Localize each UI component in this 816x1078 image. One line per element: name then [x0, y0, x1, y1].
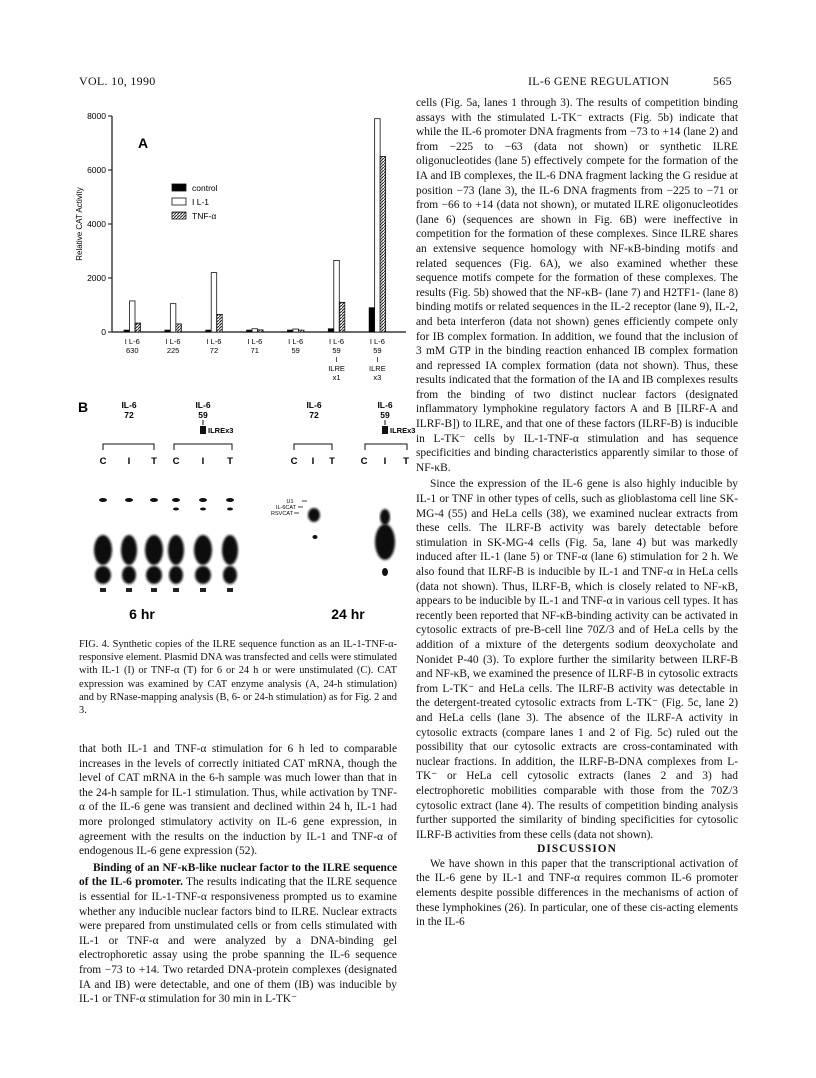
legend-label: I L-1: [192, 197, 210, 207]
left-column-text: [79, 742, 397, 1007]
x-tick-label: I L-6: [288, 337, 304, 346]
time-label: 6 hr: [129, 606, 155, 622]
gel-band-lower: [223, 566, 237, 584]
bar-0-2: [206, 330, 212, 332]
bar-2-0: [135, 323, 141, 332]
paragraph: [79, 861, 397, 1007]
lane-label: T: [151, 456, 157, 467]
paragraph: that both IL-1 and TNF-α stimulation for 6 h led to comparable increases in the levels of correctly initiated CAT mRNA, though the level of CAT mRNA in the 6-h sample was much lower than that in the 24-h sample for IL-1 stimulation. Thus, while activation by TNF-α of the IL-6 gene was transient and declined within 24 h, IL-1 had more prolonged stimulatory activity on IL-6 gene expression, in agreement with the results on the induction by IL-1 and TNF-α of endogenous IL-6 gene expression (52).: [79, 743, 397, 858]
gel-band-dot: [126, 588, 132, 592]
x-tick-label: 59: [332, 346, 341, 355]
bar-1-0: [130, 301, 136, 332]
x-tick-label: x1: [332, 373, 341, 382]
ilre-box: [200, 426, 206, 434]
x-tick-label: 59: [373, 346, 382, 355]
bar-2-2: [217, 314, 223, 332]
ilre-label: ILREx3: [208, 426, 234, 435]
x-tick-label: ILRE: [328, 364, 345, 373]
gel-band-rsvcat: [145, 535, 163, 565]
bar-0-6: [369, 308, 375, 332]
lane-bracket: [103, 444, 154, 450]
lane-bracket: [294, 444, 332, 450]
gel-band-u1: [226, 498, 234, 502]
bar-1-4: [293, 329, 299, 332]
band-label: IL-6CAT: [275, 505, 297, 511]
legend-label: control: [192, 183, 218, 193]
gel-band-rsvcat: [121, 535, 137, 565]
lane-label: C: [172, 456, 180, 467]
time-label: 24 hr: [331, 606, 365, 622]
bar-0-3: [247, 330, 253, 332]
bar-1-6: [375, 119, 381, 332]
lane-label: T: [403, 456, 409, 467]
bar-2-1: [176, 324, 182, 332]
band-label: RSVCAT: [271, 511, 293, 517]
lane-label: I: [311, 456, 315, 467]
legend-swatch: [172, 212, 186, 219]
x-tick-label: I L-6: [165, 337, 181, 346]
panel-label: A: [138, 135, 149, 151]
gel-band-il6cat: [227, 508, 233, 511]
x-tick-label: 59: [291, 346, 300, 355]
gel-band-rsvcat: [94, 535, 112, 565]
lane-bracket: [174, 444, 232, 450]
lane-label: C: [99, 456, 107, 467]
construct-label: IL-6: [121, 400, 137, 410]
paragraph: We have shown in this paper that the transcriptional activation of the IL-6 gene by IL-1 and TNF-α requires common IL-6 promoter elements despite possible differences in the mechanisms of action of these lymphokines (26). In particular, one of these cis-acting elements in the IL-6: [416, 857, 738, 929]
y-tick-label: 8000: [87, 111, 106, 121]
x-tick-label: I L-6: [247, 337, 263, 346]
journal-volume: VOL. 10, 1990: [79, 74, 156, 88]
bar-0-4: [287, 330, 293, 332]
x-tick-label: 225: [166, 346, 180, 355]
x-tick-label: I L-6: [369, 337, 385, 346]
gel-band-dot: [200, 588, 206, 592]
gel-band-rsvcat: [194, 535, 212, 565]
x-tick-label: I: [335, 355, 338, 364]
x-tick-label: I L-6: [124, 337, 140, 346]
lane-label: I: [201, 456, 205, 467]
construct-label: 59: [380, 410, 390, 420]
gel-band-lower: [146, 566, 162, 584]
x-tick-label: x3: [373, 373, 382, 382]
gel-band-u1: [172, 498, 180, 502]
gel-band-24hr: [375, 524, 395, 560]
bar-2-5: [339, 302, 345, 332]
bar-1-5: [334, 260, 340, 332]
bar-2-4: [298, 330, 304, 332]
y-axis-label: Relative CAT Activity: [75, 187, 84, 261]
figure-4a-bar-chart: [72, 104, 412, 394]
lane-label: C: [360, 456, 368, 467]
gel-band-dot: [227, 588, 233, 592]
gel-band-u1: [99, 498, 107, 502]
paragraph: Since the expression of the IL-6 gene is also highly inducible by IL-1 or TNF in other types of cells, such as glioblastoma cell line SK-MG-4 (55) and HeLa cells (38), we examined nuclear extracts from these cells. The ILRF-B activity was barely detectable before stimulation in SK-MG-4 cells (Fig. 5a, lane 4) but was markedly induced after IL-1 (lane 5) or TNF-α (lane 6) stimulation for 2 h. We also found that ILRF-B is inducible by IL-1 and TNF-α in HeLa cells (data not shown). Thus, ILRF-B, which is closely related to NF-κB, appears to be inducible by IL-1 and TNF-α in various cell types. It has recently been reported that NF-κB-binding activity can be activated in cytosolic extracts of pre-B-cell line 70Z/3 and of HeLa cells by the addition of a mixture of the detergents sodium deoxycholate and Nonidet P-40 (3). To explore further the similarity between ILRF-B and NF-κB, we examined the presence of ILRF-B in cytosolic extracts from L-TK⁻ and HeLa cells. The ILRF-B activity was detectable in the detergent-treated cytosolic extracts from L-TK⁻ (Fig. 5c, lane 2) and HeLa cells (lane 3). The absence of the ILRF-A activity in cytosolic extracts (compare lanes 1 and 2 of Fig. 5c) ruled out the possibility that our cytosolic extracts are cross-contaminated with nuclear fractions. In addition, the ILRF-B-DNA complexes from L-TK⁻ or HeLa cell cytosolic extracts (lanes 2 and 3) had electrophoretic mobilities comparable with those from the 70Z/3 cytosolic extract (lane 4). The results of competition binding analysis further supported the similarity of binding specificities for cytosolic ILRF-B activities from these cells (data not shown).: [416, 478, 738, 841]
construct-label: IL-6: [195, 400, 211, 410]
bar-2-3: [258, 330, 264, 332]
construct-label: 59: [198, 410, 208, 420]
bar-2-6: [380, 157, 386, 333]
lane-label: T: [329, 456, 335, 467]
running-title: IL-6 GENE REGULATION: [528, 74, 670, 88]
x-tick-label: I L-6: [206, 337, 222, 346]
gel-band-24hr: [308, 508, 320, 522]
x-tick-label: 71: [250, 346, 259, 355]
section-heading-inline: Binding of an NF-κB-like nuclear factor to the ILRE sequence of the IL-6 promoter.: [79, 861, 397, 889]
section-heading: DISCUSSION: [537, 843, 617, 856]
gel-band-dot: [100, 588, 106, 592]
x-tick-label: 630: [125, 346, 139, 355]
gel-band-il6cat: [200, 508, 206, 511]
bar-0-1: [165, 330, 171, 332]
construct-label: 72: [309, 410, 319, 420]
panel-label: B: [78, 399, 89, 415]
bar-1-1: [170, 304, 176, 332]
y-tick-label: 0: [101, 327, 106, 337]
y-tick-label: 2000: [87, 273, 106, 283]
ilre-box: [382, 426, 388, 434]
gel-band-rsvcat: [168, 535, 184, 565]
figure-4b-rnase-mapping-gel: [72, 392, 416, 632]
x-tick-label: I L-6: [329, 337, 345, 346]
gel-band-dot: [173, 588, 179, 592]
figure-caption: FIG. 4. Synthetic copies of the ILRE sequence function as an IL-1-TNF-α-responsive element. Plasmid DNA was transfected and cells were stimulated with IL-1 (I) or TNF-α (T) for 6 or 24 h or were unstimulated (C). CAT expression was examined by CAT enzyme analysis (A, 24-h stimulation) and by RNase-mapping analysis (B, 6- or 24-h stimulation) as for Fig. 2 and 3.: [79, 639, 397, 717]
right-column-text: [416, 96, 738, 930]
paragraph: cells (Fig. 5a, lanes 1 through 3). The results of competition binding assays with the stimulated L-TK⁻ extracts (Fig. 5b) indicate that while the IL-6 promoter DNA fragments from −73 to +14 (lane 2) and from −225 to −63 (data not shown) or synthetic ILRE oligonucleotides (lane 5) effectively compete for the formation of the IA and IB complexes, the IL-6 DNA fragment lacking the G residue at position −73 (lane 3), the IL-6 DNA fragments from −225 to −71 or from −66 to +14 (data not shown), or mutated ILRE oligonucleotides (lane 6) (sequences are shown in Fig. 6B) were ineffective in competition for the formation of these complexes. Since ILRE shares an extensive sequence homology with NF-κB-binding motifs and related sequences (Fig. 6A), we also examined whether these sequence motifs compete for the formation of these complexes. The results (Fig. 5b) showed that the NF-κB- (lane 7) and H2TF1- (lane 8) binding motifs or related sequences in the IL-2 receptor (lane 9), IL-2, and beta interferon (data not shown) genes efficiently compete only for IB complex formation. In addition, we found that the inclusion of 3 mM GTP in the binding reaction enhanced IB complex formation and repressed IA complex formation (data not shown). Thus, these results indicated that the formation of the IA and IB complexes results from the binding of two distinct nuclear factors (designated inflammatory lymphokine regulatory factors A and B [ILRF-A and ILRF-B]) to ILRE, and that one of these factors (ILRF-B) is inducible in L-TK⁻ cells by IL-1-TNF-α stimulation and has sequence specificities and binding characteristics apparently similar to those of NF-κB.: [416, 97, 738, 474]
construct-label: 72: [124, 410, 134, 420]
gel-band-24hr: [380, 509, 390, 525]
x-tick-label: I: [376, 355, 379, 364]
gel-band-lower: [195, 566, 211, 584]
page-number: 565: [713, 74, 732, 88]
y-tick-label: 4000: [87, 219, 106, 229]
paragraph-body: The results indicating that the ILRE sequence is essential for IL-1-TNF-α responsiveness prompted us to examine whether any inducible nuclear factors bind to ILRE. Nuclear extracts were prepared from unstimulated cells or from cells stimulated with IL-1 or TNF-α and were analyzed by a DNA-binding gel electrophoretic assay using the probe spanning the IL-6 sequence from −73 to +14. Two retarded DNA-protein complexes (designated IA and IB) were detectable, and one of them (IB) was inducible by IL-1 or TNF-α stimulation for 30 min in L-TK⁻: [79, 876, 397, 1006]
gel-band-lower: [169, 566, 183, 584]
gel-band-lower: [95, 566, 111, 584]
bar-1-3: [252, 329, 257, 332]
gel-band-u1: [150, 498, 158, 502]
gel-band-u1: [125, 498, 133, 502]
ilre-label: ILREx3: [390, 426, 416, 435]
gel-band-lower: [122, 566, 136, 584]
bar-1-2: [211, 273, 217, 332]
gel-band-dot: [151, 588, 157, 592]
legend-swatch: [172, 184, 186, 191]
gel-band-24hr: [313, 535, 318, 539]
gel-band-rsvcat: [222, 535, 238, 565]
gel-band-u1: [199, 498, 207, 502]
x-tick-label: 72: [209, 346, 219, 355]
lane-label: I: [127, 456, 131, 467]
lane-bracket: [365, 444, 407, 450]
lane-label: I: [383, 456, 387, 467]
gel-band-il6cat: [173, 508, 179, 511]
construct-label: IL-6: [377, 400, 393, 410]
lane-label: T: [227, 456, 233, 467]
y-tick-label: 6000: [87, 165, 106, 175]
band-label: U1: [286, 499, 294, 505]
bar-0-5: [328, 329, 334, 332]
construct-label: IL-6: [306, 400, 322, 410]
legend-swatch: [172, 198, 186, 205]
legend-label: TNF-α: [192, 211, 217, 221]
gel-band-24hr: [382, 568, 388, 576]
lane-label: C: [290, 456, 298, 467]
bar-0-0: [124, 330, 130, 332]
x-tick-label: ILRE: [369, 364, 386, 373]
